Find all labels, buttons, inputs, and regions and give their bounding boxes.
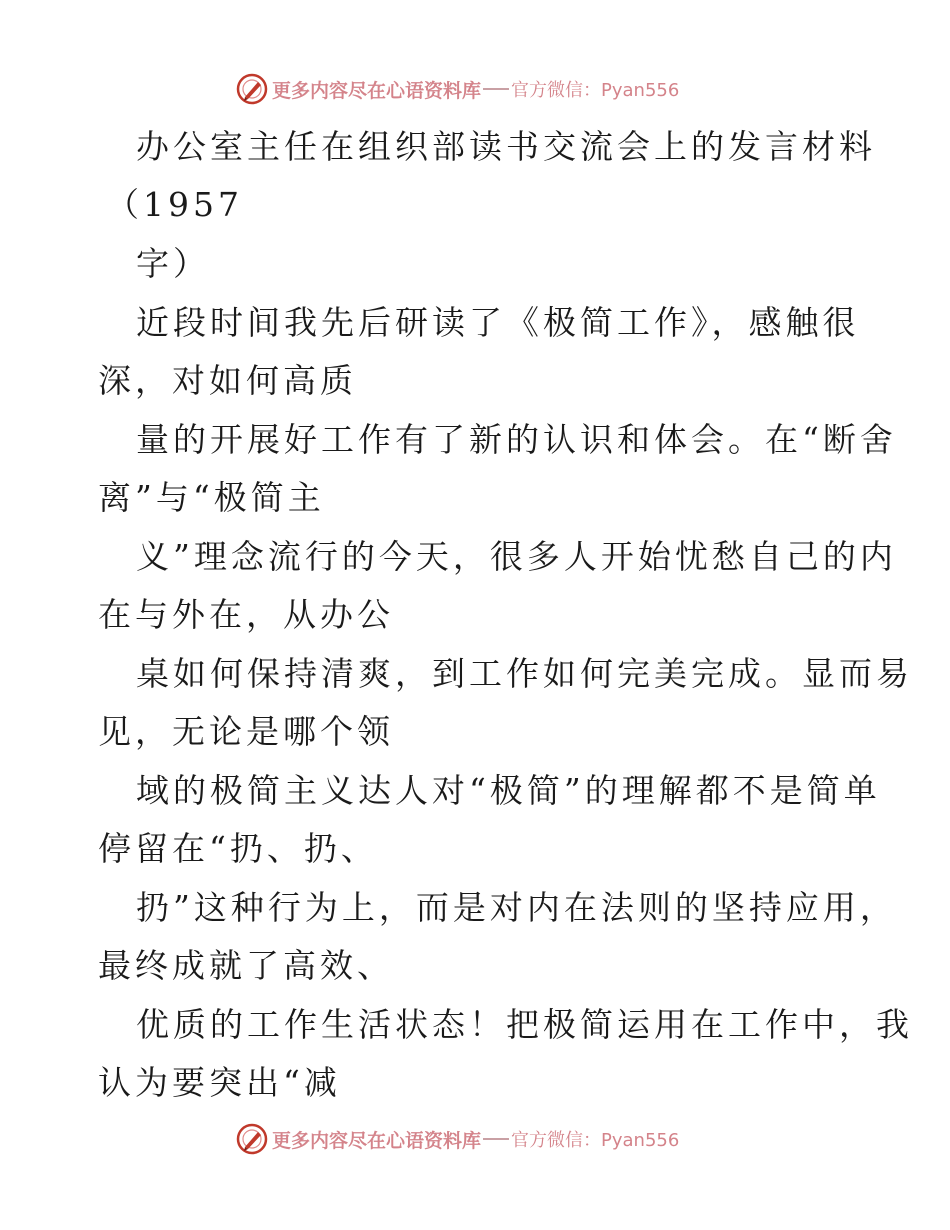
- watermark-dash: [483, 88, 509, 90]
- pen-logo-icon: [236, 73, 268, 105]
- document-title: 办公室主任在组织部读书交流会上的发言材料: [136, 127, 876, 166]
- body-line: 桌如何保持清爽，到工作如何完美完成。显而易: [136, 654, 913, 693]
- body-line: 离”与“极简主: [98, 478, 325, 517]
- body-line: 停留在“扔、扔、: [98, 829, 378, 868]
- body-line: 见，无论是哪个领: [98, 712, 394, 751]
- body-line: 最终成就了高效、: [98, 946, 394, 985]
- body-line: 域的极简主义达人对“极简”的理解都不是简单: [136, 771, 881, 810]
- body-line: 优质的工作生活状态！把极简运用在工作中，我: [136, 1005, 913, 1044]
- watermark-main-text: 更多内容尽在心语资料库: [272, 79, 482, 102]
- body-line: 义”理念流行的今天，很多人开始忧愁自己的内: [136, 537, 897, 576]
- body-line: 认为要突出“减: [98, 1063, 341, 1102]
- body-line: 量的开展好工作有了新的认识和体会。在“断舍: [136, 420, 897, 459]
- watermark-main-text: 更多内容尽在心语资料库: [272, 1129, 482, 1152]
- title-wordcount-open: （1957: [106, 185, 243, 224]
- footer-watermark: [236, 1122, 716, 1156]
- watermark-dash: [483, 1138, 509, 1140]
- body-line: 近段时间我先后研读了《极简工作》，感触很: [136, 303, 860, 342]
- body-line: 深，对如何高质: [98, 361, 357, 400]
- watermark-sub-text: 官方微信：Pyan556: [511, 80, 680, 101]
- body-line: 在与外在，从办公: [98, 595, 394, 634]
- watermark-sub-text: 官方微信：Pyan556: [511, 1130, 680, 1151]
- pen-logo-icon: [236, 1123, 268, 1155]
- title-wordcount-close: 字）: [136, 244, 210, 283]
- header-watermark: [236, 72, 716, 106]
- body-line: 扔”这种行为上，而是对内在法则的坚持应用，: [136, 888, 897, 927]
